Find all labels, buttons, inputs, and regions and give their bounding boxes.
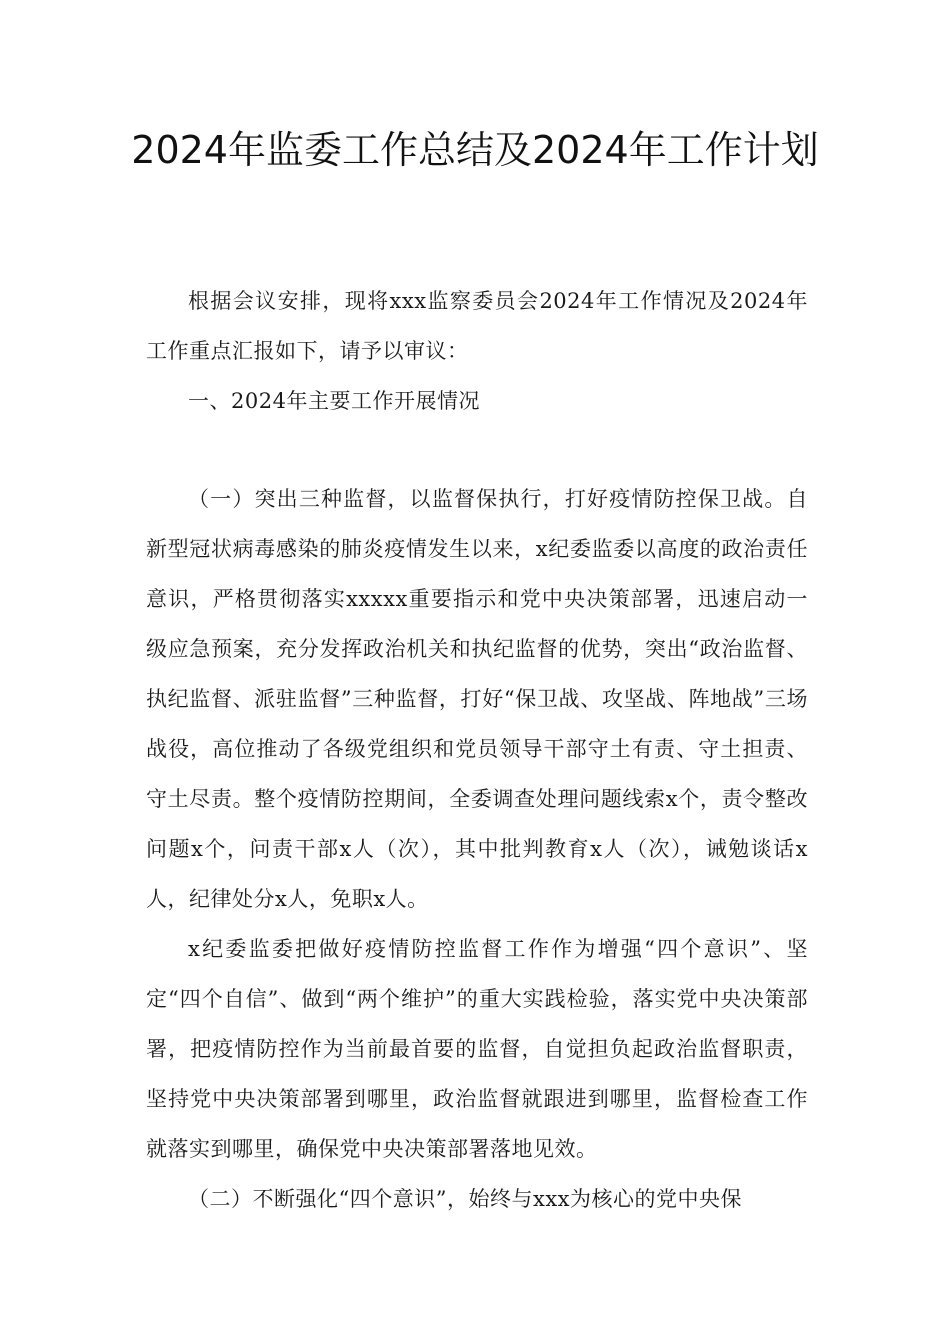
section-heading-1: 一、2024年主要工作开展情况 (188, 389, 480, 413)
document-title: 2024年监委工作总结及2024年工作计划 (131, 128, 819, 172)
supervision-paragraph: x纪委监委把做好疫情防控监督工作作为增强“四个意识”、坚定“四个自信”、做到“两个维护”的重大实践检验，落实党中央决策部署，把疫情防控作为当前最首要的监督，自觉担负起政治监督职责，坚持党中央决策部署到哪里，政治监督就跟进到哪里，监督检查工作就落实到哪里，确保党中央决策部署落地见效。 (146, 937, 808, 1161)
subsection-1-paragraph: （一）突出三种监督，以监督保执行，打好疫情防控保卫战。自新型冠状病毒感染的肺炎疫情发生以来，x纪委监委以高度的政治责任意识，严格贯彻落实xxxxx重要指示和党中央决策部署，迅速启动一级应急预案，充分发挥政治机关和执纪监督的优势，突出“政治监督、执纪监督、派驻监督”三种监督，打好“保卫战、攻坚战、阵地战”三场战役，高位推动了各级党组织和党员领导干部守土有责、守土担责、守土尽责。整个疫情防控期间，全委调查处理问题线索x个，责令整改问题x个，问责干部x人（次），其中批判教育x人（次），诫勉谈话x人，纪律处分x人，免职x人。 (146, 487, 808, 911)
subsection-2-paragraph: （二）不断强化“四个意识”，始终与xxx为核心的党中央保 (188, 1187, 742, 1211)
intro-paragraph: 根据会议安排，现将xxx监察委员会2024年工作情况及2024年工作重点汇报如下，请予以审议： (146, 289, 808, 363)
